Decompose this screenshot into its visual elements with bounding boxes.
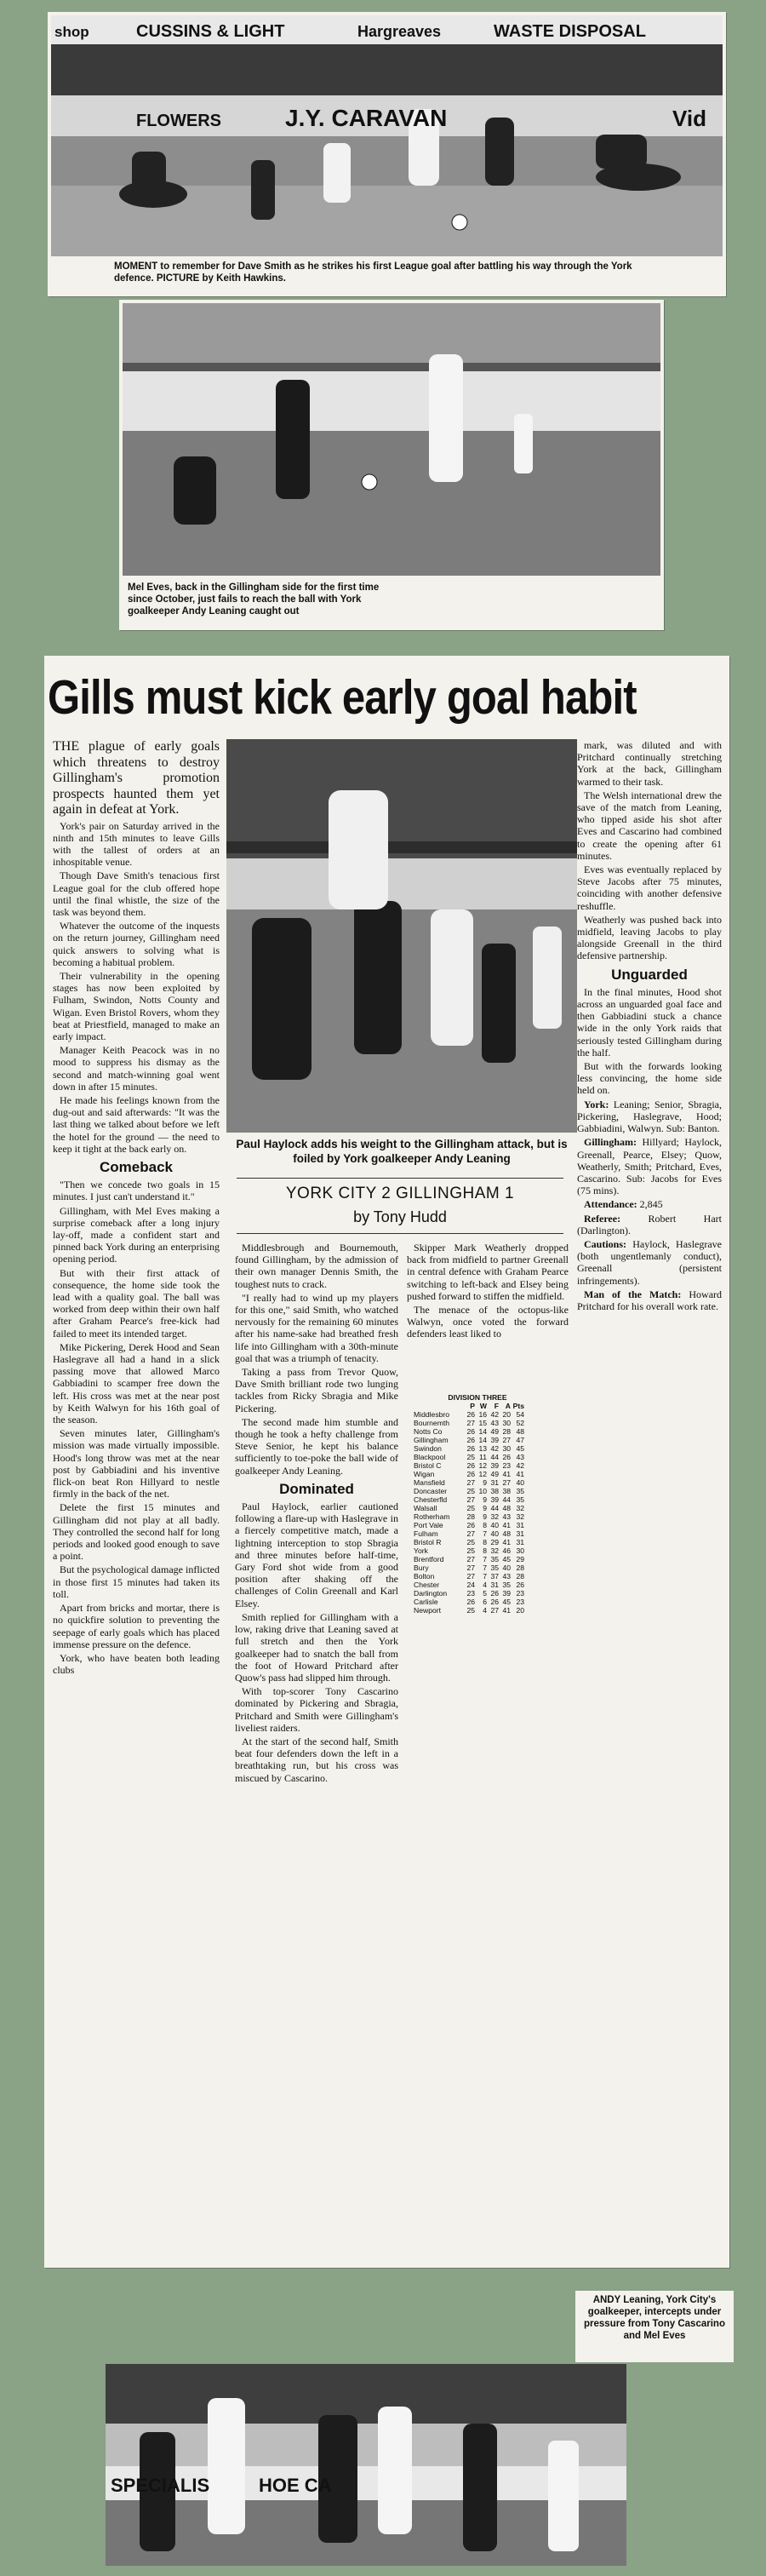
table-cell: 20: [516, 1606, 524, 1615]
col2-para: Taking a pass from Trevor Quow, Dave Smith brilliant rode two lunging tackles from Ricky Sbragia and Mike Pickering.: [235, 1366, 398, 1414]
table-cell-team: Brentford: [414, 1555, 444, 1563]
table-cell: 25: [466, 1546, 475, 1555]
col1-para: Though Dave Smith's tenacious first League goal for the club offered hope until the final whistle, the size of the task was beyond them.: [53, 869, 220, 918]
table-cell: 35: [516, 1495, 524, 1504]
photo-dave-smith-goal: [51, 15, 723, 256]
table-cell: 27: [466, 1572, 475, 1581]
table-row: [414, 1606, 541, 1615]
table-row: [414, 1589, 541, 1598]
table-row: [414, 1461, 541, 1470]
table-cell: 26: [490, 1589, 499, 1598]
table-header-f: F: [494, 1402, 499, 1410]
col1-para: He made his feelings known from the dug-out and said afterwards: "It was the last thing we talked about before we left the hotel for the ground — the need to keep it tight at the back early on.: [53, 1093, 220, 1155]
board-cussins-light: CUSSINS & LIGHT: [136, 22, 285, 41]
col4-para: mark, was diluted and with Pritchard continually stretching York at the back, Gillingham warmed to their task.: [577, 739, 722, 788]
board-vid: Vid: [672, 106, 706, 131]
table-cell: 31: [516, 1529, 524, 1538]
table-cell: 39: [490, 1436, 499, 1444]
table-body: [414, 1410, 541, 1615]
division-three-table: [414, 1393, 541, 1615]
table-cell-team: Darlington: [414, 1589, 448, 1598]
score-line: YORK CITY 2 GILLINGHAM 1: [285, 1185, 515, 1202]
table-cell: 27: [466, 1478, 475, 1487]
table-cell: 15: [478, 1419, 487, 1427]
table-cell: 12: [478, 1470, 487, 1478]
col2-para: With top-scorer Tony Cascarino dominated by Pickering and Sbragia, Pritchard and Smith were Gillingham's liveliest raiders.: [235, 1685, 398, 1734]
table-cell-team: Bolton: [414, 1572, 435, 1581]
board-caravan: J.Y. CARAVAN: [285, 105, 448, 131]
subhead-comeback: Comeback: [100, 1158, 173, 1175]
table-cell: 39: [502, 1589, 511, 1598]
table-header-p: P: [470, 1402, 475, 1410]
table-cell: 8: [483, 1538, 487, 1546]
table-cell: 26: [516, 1581, 524, 1589]
table-cell-team: Rotherham: [414, 1512, 450, 1521]
table-cell: 25: [466, 1504, 475, 1512]
table-cell: 31: [490, 1478, 499, 1487]
table-cell: 7: [483, 1555, 487, 1563]
col1-para: THE plague of early goals which threatens to destroy Gillingham's promotion prospects haunted them yet again in defeat at York.: [53, 739, 220, 817]
table-cell: 46: [502, 1546, 511, 1555]
table-cell: 47: [516, 1436, 524, 1444]
table-cell: 40: [490, 1529, 499, 1538]
table-cell-team: Wigan: [414, 1470, 435, 1478]
table-cell: 32: [490, 1512, 499, 1521]
byline: by Tony Hudd: [353, 1208, 447, 1225]
table-cell: 26: [466, 1598, 475, 1606]
table-cell: 48: [502, 1504, 511, 1512]
table-row: [414, 1470, 541, 1478]
table-cell: 31: [490, 1581, 499, 1589]
photo-paul-haylock: [226, 739, 577, 1133]
table-cell: 48: [502, 1529, 511, 1538]
man-of-the-match: Man of the Match: Howard Pritchard for his overall work rate.: [577, 1288, 723, 1312]
table-cell: 42: [490, 1410, 499, 1419]
board-flowers: FLOWERS: [136, 112, 221, 130]
table-cell: 26: [466, 1470, 475, 1478]
table-cell: 8: [483, 1521, 487, 1529]
col2-para: Smith replied for Gillingham with a low, raking drive that Leaning saved at full stretch and then the York goalkeeper had to snatch the ball from the foot of Howard Pritchard after Quow's pass had slipped him through.: [235, 1610, 398, 1684]
table-row: [414, 1504, 541, 1512]
article-column-1: [53, 739, 220, 1678]
photo-3-caption: Paul Haylock adds his weight to the Gillingham attack, but is foiled by York goalkeeper Andy Leaning: [230, 1137, 574, 1166]
col4-para: In the final minutes, Hood shot across an unguarded goal face and then Gabbiadini stuck a chance wide in the only York raids that seriously tested Gillingham during the half.: [577, 985, 722, 1059]
table-cell: 41: [516, 1470, 524, 1478]
table-cell: 45: [502, 1555, 511, 1563]
col1-para: Delete the first 15 minutes and Gillingham did not play at all badly. They controlled the second half for long periods and looked good enough to save a point.: [53, 1501, 220, 1563]
col2-para: At the start of the second half, Smith beat four defenders down the left in a breathtaking run, but his cross was miscued by Cascarino.: [235, 1735, 398, 1784]
subhead-unguarded: Unguarded: [611, 966, 688, 983]
table-cell-team: Gillingham: [414, 1436, 449, 1444]
col2-para: The second made him stumble and though he took a hefty challenge from Steve Senior, he kept his balance sufficiently to toe-poke the ball wide of goalkeeper Andy Leaning.: [235, 1415, 398, 1477]
article-headline: Gills must kick early goal habit: [48, 670, 637, 725]
col1-para: Apart from bricks and mortar, there is no quickfire solution to preventing the seepage of early goals which has placed immense pressure on the defence.: [53, 1602, 220, 1650]
col1-para: York, who have beaten both leading clubs: [53, 1651, 220, 1677]
table-cell: 45: [516, 1444, 524, 1453]
table-row: [414, 1427, 541, 1436]
table-cell: 35: [502, 1581, 511, 1589]
table-cell: 26: [466, 1521, 475, 1529]
table-cell: 35: [490, 1555, 499, 1563]
table-row: [414, 1444, 541, 1453]
col3-para: Skipper Mark Weatherly dropped back from midfield to partner Greenall in central defence with Graham Pearce switching to left-back and Elsey being pushed forward to stiffen the midfield.: [407, 1242, 569, 1302]
table-cell: 49: [490, 1470, 499, 1478]
table-cell: 40: [516, 1478, 524, 1487]
col1-para: Gillingham, with Mel Eves making a surprise comeback after a long injury lay-off, made a confident start and pinned back York during an enterprising opening period.: [53, 1204, 220, 1265]
table-cell: 26: [490, 1598, 499, 1606]
table-cell: 27: [466, 1555, 475, 1563]
col2-para: Paul Haylock, earlier cautioned following a flare-up with Haslegrave in a fiercely competitive match, made a lightning interception to stop Sbragia and three minutes before half-time, Gary Ford shot wide from a good position after shaking off the challenges of Colin Greenall and Karl Elsey.: [235, 1500, 398, 1609]
photo-mel-eves: [123, 303, 660, 576]
table-cell: 43: [502, 1512, 511, 1521]
table-cell-team: Middlesbro: [414, 1410, 450, 1419]
cautions: Cautions: Haylock, Haslegrave (both ungentlemanly conduct), Greenall (persistent infringements).: [577, 1237, 723, 1287]
table-cell-team: Swindon: [414, 1444, 442, 1453]
table-cell: 26: [466, 1444, 475, 1453]
table-cell: 26: [466, 1461, 475, 1470]
table-cell: 11: [479, 1453, 487, 1461]
table-cell: 26: [466, 1436, 475, 1444]
table-cell: 30: [516, 1546, 524, 1555]
table-cell: 49: [490, 1427, 499, 1436]
score-byline-box: [237, 1178, 563, 1234]
board-specialis: SPECIALIS: [111, 2475, 210, 2496]
col1-para: "Then we concede two goals in 15 minutes. I just can't understand it.": [53, 1179, 220, 1203]
table-cell: 35: [516, 1487, 524, 1495]
table-row: [414, 1581, 541, 1589]
table-cell: 32: [490, 1546, 499, 1555]
table-cell: 32: [516, 1512, 524, 1521]
table-cell: 43: [502, 1572, 511, 1581]
table-cell: 27: [466, 1563, 475, 1572]
table-cell: 24: [466, 1581, 475, 1589]
col3-para: The menace of the octopus-like Walwyn, once voted the forward defenders least liked to: [407, 1304, 569, 1340]
table-cell: 16: [478, 1410, 487, 1419]
table-cell: 48: [516, 1427, 524, 1436]
article-column-4: [577, 739, 722, 1314]
photo-1-caption: MOMENT to remember for Dave Smith as he strikes his first League goal after battling his way through the York defence. PICTURE by Keith Hawkins.: [114, 261, 659, 284]
table-cell: 25: [466, 1453, 475, 1461]
table-cell: 10: [478, 1487, 487, 1495]
table-cell: 14: [478, 1436, 487, 1444]
table-cell: 43: [516, 1453, 524, 1461]
table-row: [414, 1529, 541, 1538]
table-cell: 8: [483, 1546, 487, 1555]
table-cell-team: Port Vale: [414, 1521, 443, 1529]
table-row: [414, 1538, 541, 1546]
table-row: [414, 1436, 541, 1444]
col1-para: Seven minutes later, Gillingham's mission was made virtually impossible. Hood's long throw was met at the near post by Gabbiadini and his inventive flick-on beat Ron Hillyard to nestle firmly in the back of the net.: [53, 1427, 220, 1500]
col1-para: Manager Keith Peacock was in no mood to suppress his dismay as the second and match-winning goal went down in after 15 minutes.: [53, 1044, 220, 1093]
table-cell: 44: [502, 1495, 511, 1504]
table-cell: 14: [478, 1427, 487, 1436]
table-cell: 41: [502, 1470, 511, 1478]
table-cell: 40: [490, 1521, 499, 1529]
table-cell: 29: [490, 1538, 499, 1546]
col2-para: Middlesbrough and Bournemouth, found Gillingham, by the admission of their own manager Dennis Smith, the toughest nuts to crack.: [235, 1242, 398, 1290]
table-cell: 25: [466, 1487, 475, 1495]
table-row: [414, 1410, 541, 1419]
table-header-pts: Pts: [512, 1402, 524, 1410]
table-cell: 25: [466, 1606, 475, 1615]
table-cell: 27: [466, 1529, 475, 1538]
table-cell-team: Doncaster: [414, 1487, 448, 1495]
table-cell: 27: [490, 1606, 499, 1615]
table-cell: 42: [516, 1461, 524, 1470]
table-cell-team: Fulham: [414, 1529, 438, 1538]
table-cell: 27: [466, 1419, 475, 1427]
table-header-row: [414, 1402, 541, 1410]
table-cell: 25: [466, 1538, 475, 1546]
table-cell: 31: [516, 1521, 524, 1529]
table-row: [414, 1495, 541, 1504]
table-row: [414, 1453, 541, 1461]
article-column-3: [407, 1242, 569, 1342]
table-cell: 41: [502, 1606, 511, 1615]
table-row: [414, 1521, 541, 1529]
table-cell: 27: [466, 1495, 475, 1504]
table-cell: 7: [483, 1572, 487, 1581]
table-row: [414, 1598, 541, 1606]
photo-4-caption: ANDY Leaning, York City's goalkeeper, intercepts under pressure from Tony Cascarino and Mel Eves: [575, 2291, 734, 2362]
team-gillingham: Gillingham: Hillyard; Haylock, Greenall, Pearce, Elsey; Quow, Weatherly, Smith; Pritchard, Eves, Cascarino. Sub: Jacobs for Eves (75 mins).: [577, 1136, 722, 1197]
table-row: [414, 1563, 541, 1572]
table-cell: 38: [490, 1487, 499, 1495]
table-cell: 31: [516, 1538, 524, 1546]
board-waste-disposal: WASTE DISPOSAL: [494, 22, 646, 41]
table-cell: 44: [490, 1504, 499, 1512]
table-cell: 26: [466, 1427, 475, 1436]
table-cell-team: Newport: [414, 1606, 441, 1615]
table-cell: 9: [483, 1504, 487, 1512]
table-row: [414, 1572, 541, 1581]
table-row: [414, 1419, 541, 1427]
table-cell: 13: [478, 1444, 487, 1453]
table-cell-team: Bury: [414, 1563, 429, 1572]
table-cell: 23: [466, 1589, 475, 1598]
table-cell: 32: [516, 1504, 524, 1512]
table-cell-team: Bristol R: [414, 1538, 442, 1546]
col1-para: Whatever the outcome of the inquests on the return journey, Gillingham need quick answers to solving what is becoming a habitual problem.: [53, 920, 220, 968]
table-cell: 23: [516, 1589, 524, 1598]
table-cell: 5: [483, 1589, 487, 1598]
table-title: DIVISION THREE: [448, 1393, 507, 1402]
col1-para: Their vulnerability in the opening stages has now been exploited by Fulham, Swindon, Notts County and Wigan. Even Bristol Rovers, whom they beat at Priestfield, managed to make an early impact.: [53, 969, 220, 1042]
col4-para: Weatherly was pushed back into midfield, leaving Jacobs to play alongside Greenall in the third defensive partnership.: [577, 913, 722, 962]
table-cell: 39: [490, 1461, 499, 1470]
table-cell: 44: [490, 1453, 499, 1461]
table-cell: 4: [483, 1606, 487, 1615]
table-cell: 26: [466, 1410, 475, 1419]
table-cell: 38: [502, 1487, 511, 1495]
table-cell-team: York: [414, 1546, 428, 1555]
subhead-dominated: Dominated: [279, 1480, 354, 1497]
board-shop: shop: [54, 24, 89, 40]
table-row: [414, 1546, 541, 1555]
table-cell-team: Notts Co: [414, 1427, 443, 1436]
table-cell: 39: [490, 1495, 499, 1504]
table-cell: 27: [502, 1436, 511, 1444]
table-cell: 42: [490, 1444, 499, 1453]
table-cell: 30: [502, 1419, 511, 1427]
board-hargreaves: Hargreaves: [357, 23, 442, 40]
table-cell: 7: [483, 1529, 487, 1538]
table-row: [414, 1512, 541, 1521]
table-cell-team: Mansfield: [414, 1478, 445, 1487]
table-cell: 9: [483, 1495, 487, 1504]
table-cell: 6: [483, 1598, 487, 1606]
col1-para: But with their first attack of consequence, the home side took the lead with a quality goal. The ball was worked from deep within their own half after Graham Pearce's free-kick had failed to meet its intended target.: [53, 1266, 220, 1340]
table-cell: 28: [516, 1563, 524, 1572]
table-cell: 20: [502, 1410, 511, 1419]
photo-2-caption: Mel Eves, back in the Gillingham side for the first time since October, just fails to reach the ball with York goalkeeper Andy Leaning caught out: [128, 582, 383, 617]
table-cell: 52: [516, 1419, 524, 1427]
table-cell: 41: [502, 1521, 511, 1529]
table-cell: 9: [483, 1512, 487, 1521]
table-cell: 30: [502, 1444, 511, 1453]
col4-para: But with the forwards looking less convincing, the home side held on.: [577, 1060, 722, 1097]
table-row: [414, 1478, 541, 1487]
table-cell: 40: [502, 1563, 511, 1572]
col2-para: "I really had to wind up my players for this one," said Smith, who watched nervously for the remaining 60 minutes after his name-sake had breathed fresh life into Gillingham with a 30th-minute goal that was a triumph of tenacity.: [235, 1291, 398, 1364]
table-cell-team: Chester: [414, 1581, 440, 1589]
table-cell: 9: [483, 1478, 487, 1487]
table-cell: 4: [483, 1581, 487, 1589]
table-cell-team: Bristol C: [414, 1461, 442, 1470]
board-hoe-ca: HOE CA: [259, 2475, 332, 2496]
table-cell: 37: [490, 1572, 499, 1581]
photo-andy-leaning: [106, 2364, 626, 2566]
table-cell: 28: [516, 1572, 524, 1581]
table-header-a: A: [505, 1402, 511, 1410]
team-york: York: Leaning; Senior, Sbragia, Pickering, Haslegrave, Hood; Gabbiadini, Walwyn. Sub: Banton.: [577, 1098, 722, 1135]
table-cell: 23: [516, 1598, 524, 1606]
table-cell: 35: [490, 1563, 499, 1572]
table-cell: 23: [502, 1461, 511, 1470]
col1-para: Mike Pickering, Derek Hood and Sean Haslegrave all had a hand in a slick passing move that allowed Marco Gabbiadini to scamper free down the left. His cross was met at the near post by Keith Walwyn for his 16th goal of the season.: [53, 1340, 220, 1426]
table-cell: 54: [516, 1410, 524, 1419]
table-cell: 26: [502, 1453, 511, 1461]
table-cell: 7: [483, 1563, 487, 1572]
table-cell-team: Bournemth: [414, 1419, 450, 1427]
table-header-w: W: [479, 1402, 487, 1410]
table-cell: 12: [478, 1461, 487, 1470]
table-cell-team: Walsall: [414, 1504, 437, 1512]
table-cell: 27: [502, 1478, 511, 1487]
table-cell: 41: [502, 1538, 511, 1546]
table-cell: 28: [502, 1427, 511, 1436]
table-cell: 45: [502, 1598, 511, 1606]
attendance: Attendance: 2,845: [584, 1198, 663, 1211]
table-cell-team: Carlisle: [414, 1598, 438, 1606]
table-cell: 29: [516, 1555, 524, 1563]
referee: Referee: Robert Hart (Darlington).: [577, 1212, 722, 1236]
table-cell-team: Chesterfld: [414, 1495, 448, 1504]
table-cell: 28: [466, 1512, 475, 1521]
table-cell-team: Blackpool: [414, 1453, 446, 1461]
col4-para: Eves was eventually replaced by Steve Jacobs after 75 minutes, coinciding with another defensive reshuffle.: [577, 863, 722, 912]
col1-para: York's pair on Saturday arrived in the ninth and 15th minutes to leave Gills with the tallest of orders at an inhospitable venue.: [53, 819, 220, 869]
col1-para: But the psychological damage inflicted in those first 15 minutes had taken its toll.: [53, 1563, 220, 1600]
table-cell: 43: [490, 1419, 499, 1427]
col4-para: The Welsh international drew the save of the match from Leaning, who tipped aside his shot after Eves and Cascarino had combined to create the opening after 61 minutes.: [577, 789, 722, 862]
table-row: [414, 1555, 541, 1563]
table-row: [414, 1487, 541, 1495]
article-column-2: [235, 1242, 398, 1786]
